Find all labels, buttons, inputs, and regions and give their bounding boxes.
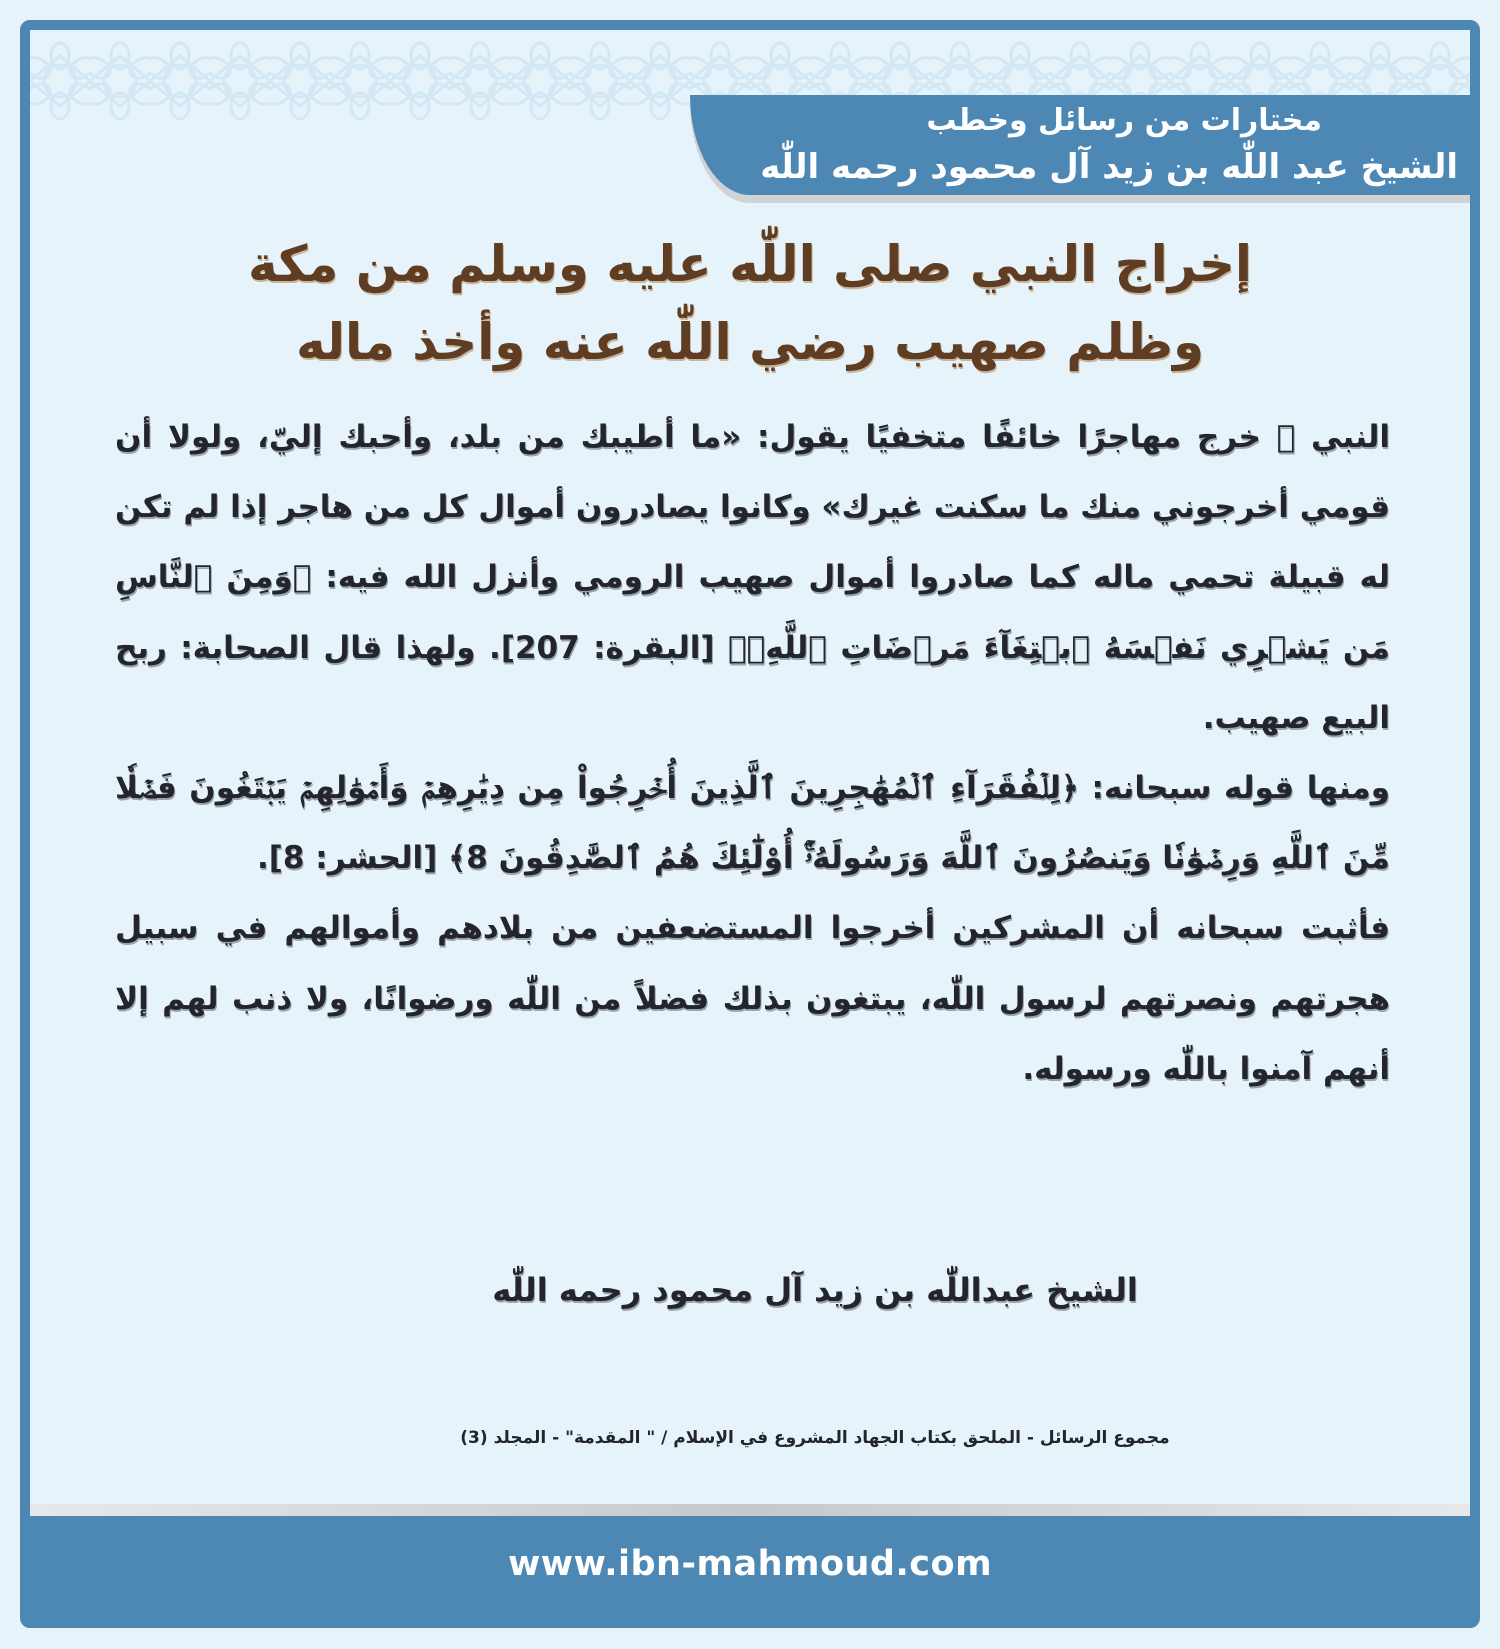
article-body bbox=[115, 402, 1390, 1104]
website-link[interactable]: www.ibn-mahmoud.com bbox=[507, 1544, 993, 1584]
body-paragraph: النبي ﷺ خرج مهاجرًا خائفًا متخفيًا يقول: «ما أطيبك من بلد، وأحبك إليّ، ولولا أن قومي أخرجوني منك ما سكنت غيرك» وكانوا يصادرون أموال كل من هاجر إذا لم تكن له قبيلة تحمي ماله كما صادروا أموال صهيب الرومي وأنزل الله فيه: ﴿وَمِنَ ٱلنَّاسِ مَن يَشۡرِي نَفۡسَهُ ٱبۡتِغَآءَ مَرۡضَاتِ ٱللَّهِۚ﴾ [البقرة: 207]. ولهذا قال الصحابة: ربح البيع صهيب. bbox=[115, 419, 1390, 736]
banner-author-name: الشيخ عبد اللّٰه بن زيد آل محمود رحمه اللّٰه bbox=[760, 147, 1458, 187]
body-paragraph: ومنها قوله سبحانه: ﴿لِلۡفُقَرَآءِ ٱلۡمُهَٰجِرِينَ ٱلَّذِينَ أُخۡرِجُواْ مِن دِيَٰرِهِمۡ وَأَمۡوَٰلِهِمۡ يَبۡتَغُونَ فَضۡلٗا مِّنَ ٱللَّهِ وَرِضۡوَٰنٗا وَيَنصُرُونَ ٱللَّهَ وَرَسُولَهُۥٓۚ أُوْلَٰٓئِكَ هُمُ ٱلصَّٰدِقُونَ 8﴾ [الحشر: 8]. bbox=[115, 770, 1390, 877]
author-signature: الشيخ عبداللّٰه بن زيد آل محمود رحمه اللّٰه bbox=[492, 1271, 1138, 1309]
article-title-line-2: وظلم صهيب رضي اللّٰه عنه وأخذ ماله bbox=[295, 313, 1205, 371]
footer-divider bbox=[30, 1504, 1470, 1516]
article-title-line-1: إخراج النبي صلى اللّٰه عليه وسلم من مكة bbox=[247, 235, 1253, 293]
page-frame bbox=[20, 20, 1480, 1628]
body-paragraph: فأثبت سبحانه أن المشركين أخرجوا المستضعفين من بلادهم وأموالهم في سبيل هجرتهم ونصرتهم لرسول اللّٰه، يبتغون بذلك فضلاً من اللّٰه ورضوانًا، ولا ذنب لهم إلا أنهم آمنوا باللّٰه ورسوله. bbox=[115, 910, 1390, 1087]
article-title bbox=[90, 225, 1410, 381]
series-banner bbox=[690, 95, 1470, 195]
source-citation: مجموع الرسائل - الملحق بكتاب الجهاد المشروع في الإسلام / " المقدمة" - المجلد (3) bbox=[460, 1428, 1170, 1448]
banner-series-title: مختارات من رسائل وخطب bbox=[926, 103, 1322, 138]
footer-bar bbox=[30, 1516, 1470, 1618]
